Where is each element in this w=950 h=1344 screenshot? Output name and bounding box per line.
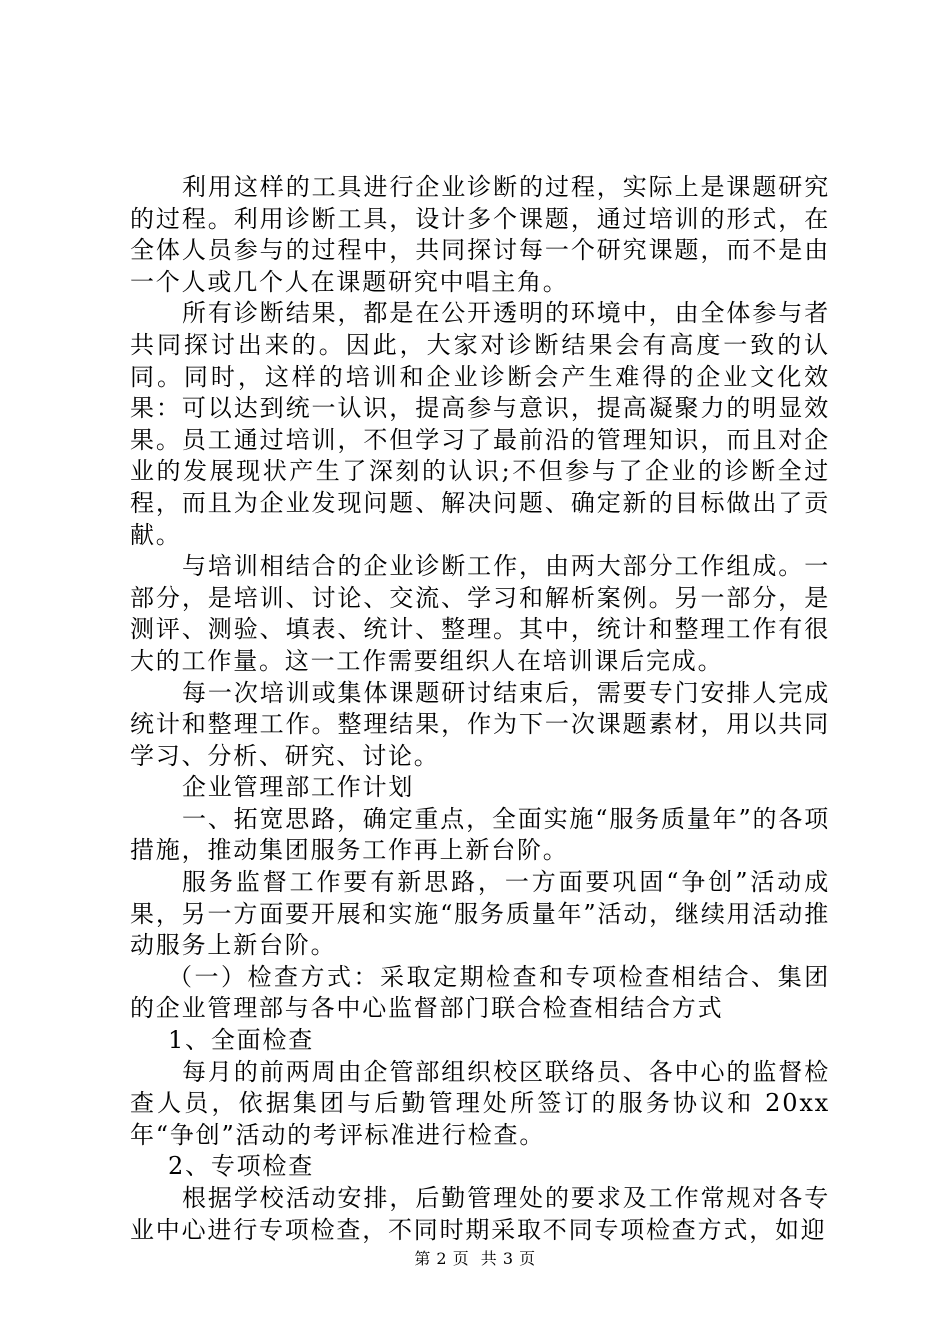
paragraph: 每一次培训或集体课题研讨结束后，需要专门安排人完成统计和整理工作。整理结果，作为下一次课题素材，用以共同学习、分析、研究、讨论。 xyxy=(130,678,830,770)
section-title: 企业管理部工作计划 xyxy=(182,773,415,802)
paragraph: 根据学校活动安排，后勤管理处的要求及工作常规对各专业中心进行专项检查，不同时期采取不同专项检查方式，如迎 xyxy=(130,1184,830,1244)
document-body xyxy=(130,172,830,1246)
section-heading: 一、拓宽思路，确定重点，全面实施“服务质量年”的各项措施，推动集团服务工作再上新台阶。 xyxy=(130,804,830,865)
paragraph: 与培训相结合的企业诊断工作，由两大部分工作组成。一部分，是培训、讨论、交流、学习和解析案例。另一部分，是测评、测验、填表、统计、整理。其中，统计和整理工作有很大的工作量。这一工作需要组织人在培训课后完成。 xyxy=(130,552,830,675)
page-number: 第 2 页 xyxy=(414,1249,470,1268)
subsection-heading: （一）检查方式：采取定期检查和专项检查相结合、集团的企业管理部与各中心监督部门联合检查相结合方式 xyxy=(130,962,830,1023)
paragraph: 利用这样的工具进行企业诊断的过程，实际上是课题研究的过程。利用诊断工具，设计多个课题，通过培训的形式，在全体人员参与的过程中，共同探讨每一个研究课题，而不是由一个人或几个人在课题研究中唱主角。 xyxy=(130,173,830,296)
list-item-heading: 1、全面检查 xyxy=(168,1026,315,1055)
paragraph: 服务监督工作要有新思路，一方面要巩固“争创”活动成果，另一方面要开展和实施“服务质量年”活动，继续用活动推动服务上新台阶。 xyxy=(130,868,830,960)
page-total: 共 3 页 xyxy=(480,1249,536,1268)
paragraph: 所有诊断结果，都是在公开透明的环境中，由全体参与者共同探讨出来的。因此，大家对诊断结果会有高度一致的认同。同时，这样的培训和企业诊断会产生难得的企业文化效果：可以达到统一认识，提高参与意识，提高凝聚力的明显效果。员工通过培训，不但学习了最前沿的管理知识，而且对企业的发展现状产生了深刻的认识;不但参与了企业的诊断全过程，而且为企业发现问题、解决问题、确定新的目标做出了贡献。 xyxy=(130,299,830,549)
paragraph: 每月的前两周由企管部组织校区联络员、各中心的监督检查人员，依据集团与后勤管理处所签订的服务协议和 20xx 年“争创”活动的考评标准进行检查。 xyxy=(130,1057,830,1149)
page-footer xyxy=(0,1246,950,1269)
list-item-heading: 2、专项检查 xyxy=(168,1152,315,1181)
